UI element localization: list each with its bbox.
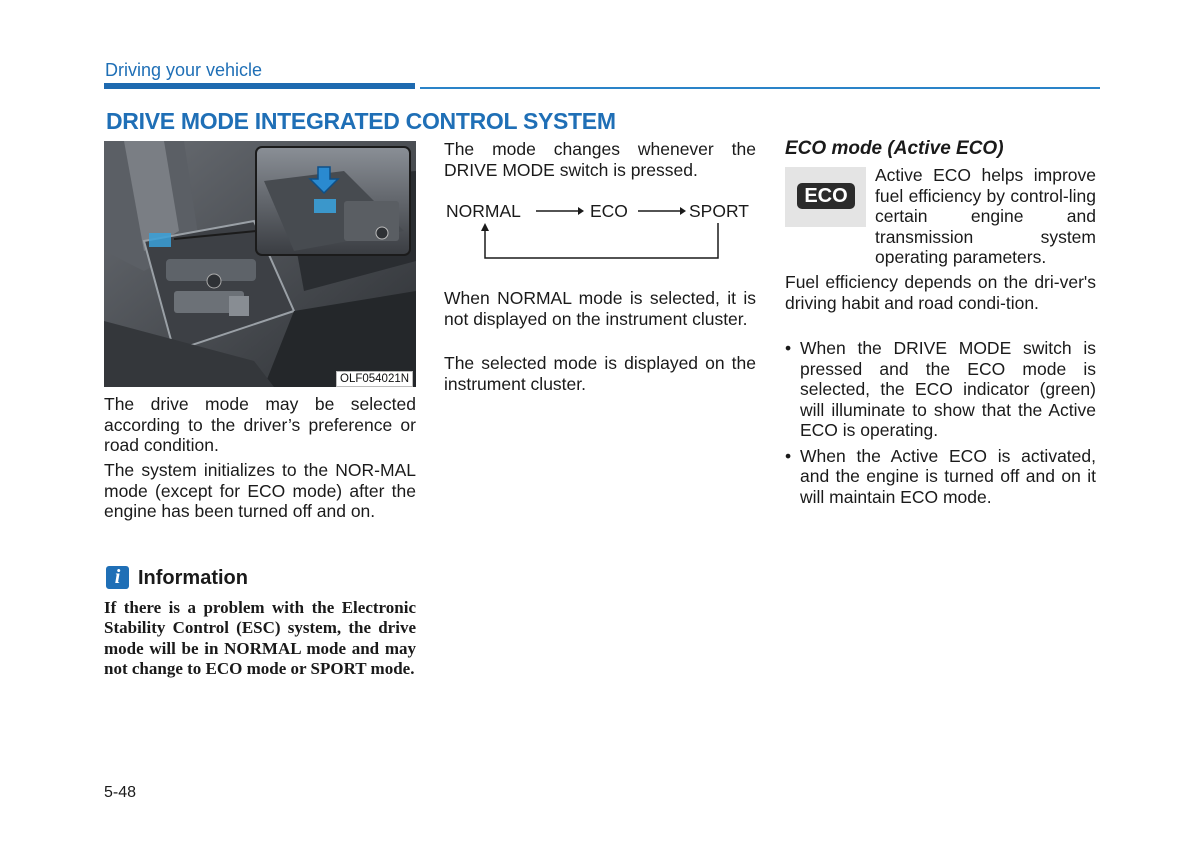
- fuel-efficiency-paragraph: Fuel efficiency depends on the dri-ver's driving habit and road condi-tion.: [785, 272, 1096, 313]
- info-body: If there is a problem with the Electronic Stability Control (ESC) system, the drive mode will be in NORMAL mode and may not change to ECO mode or SPORT mode.: [104, 598, 416, 678]
- mode-sport-label: SPORT: [689, 201, 749, 221]
- console-illustration: [104, 141, 416, 387]
- mode-change-paragraph: The mode changes whenever the DRIVE MODE switch is pressed.: [444, 139, 756, 180]
- active-eco-intro: Active ECO helps improve fuel efficiency by control-ling certain engine and transmission system operating parameters.: [875, 165, 1096, 267]
- console-photo: [104, 141, 416, 387]
- eco-indicator-icon: ECO: [797, 183, 855, 209]
- section-title: Driving your vehicle: [105, 60, 263, 80]
- header-bar: [104, 83, 415, 89]
- mode-cycle-diagram: [444, 196, 758, 262]
- initialize-paragraph: The system initializes to the NOR-MAL mode (except for ECO mode) after the engine has been turned off and on.: [104, 460, 416, 521]
- intro-paragraph: The drive mode may be selected according to the driver’s preference or road condition.: [104, 394, 416, 455]
- page-number: 5-48: [104, 784, 137, 801]
- normal-mode-paragraph: When NORMAL mode is selected, it is not displayed on the instrument cluster.: [444, 288, 756, 329]
- eco-bullet-item: • When the Active ECO is activated, and the engine is turned off and on it will maintain ECO mode.: [785, 446, 1096, 508]
- mode-eco-label: ECO: [590, 201, 628, 221]
- eco-mode-heading: ECO mode (Active ECO): [785, 138, 1004, 159]
- header-rule: [420, 87, 1100, 89]
- mode-normal-label: NORMAL: [446, 201, 521, 221]
- info-title: Information: [138, 567, 248, 589]
- eco-bullet-item: • When the DRIVE MODE switch is pressed and the ECO mode is selected, the ECO indicator (green) will illuminate to show that the Active ECO is operating.: [785, 338, 1096, 441]
- page-title: DRIVE MODE INTEGRATED CONTROL SYSTEM: [106, 108, 616, 134]
- photo-caption: OLF054021N: [336, 371, 413, 387]
- eco-bullet-list: [785, 338, 1096, 512]
- selected-mode-paragraph: The selected mode is displayed on the instrument cluster.: [444, 353, 756, 394]
- info-icon: i: [106, 566, 129, 589]
